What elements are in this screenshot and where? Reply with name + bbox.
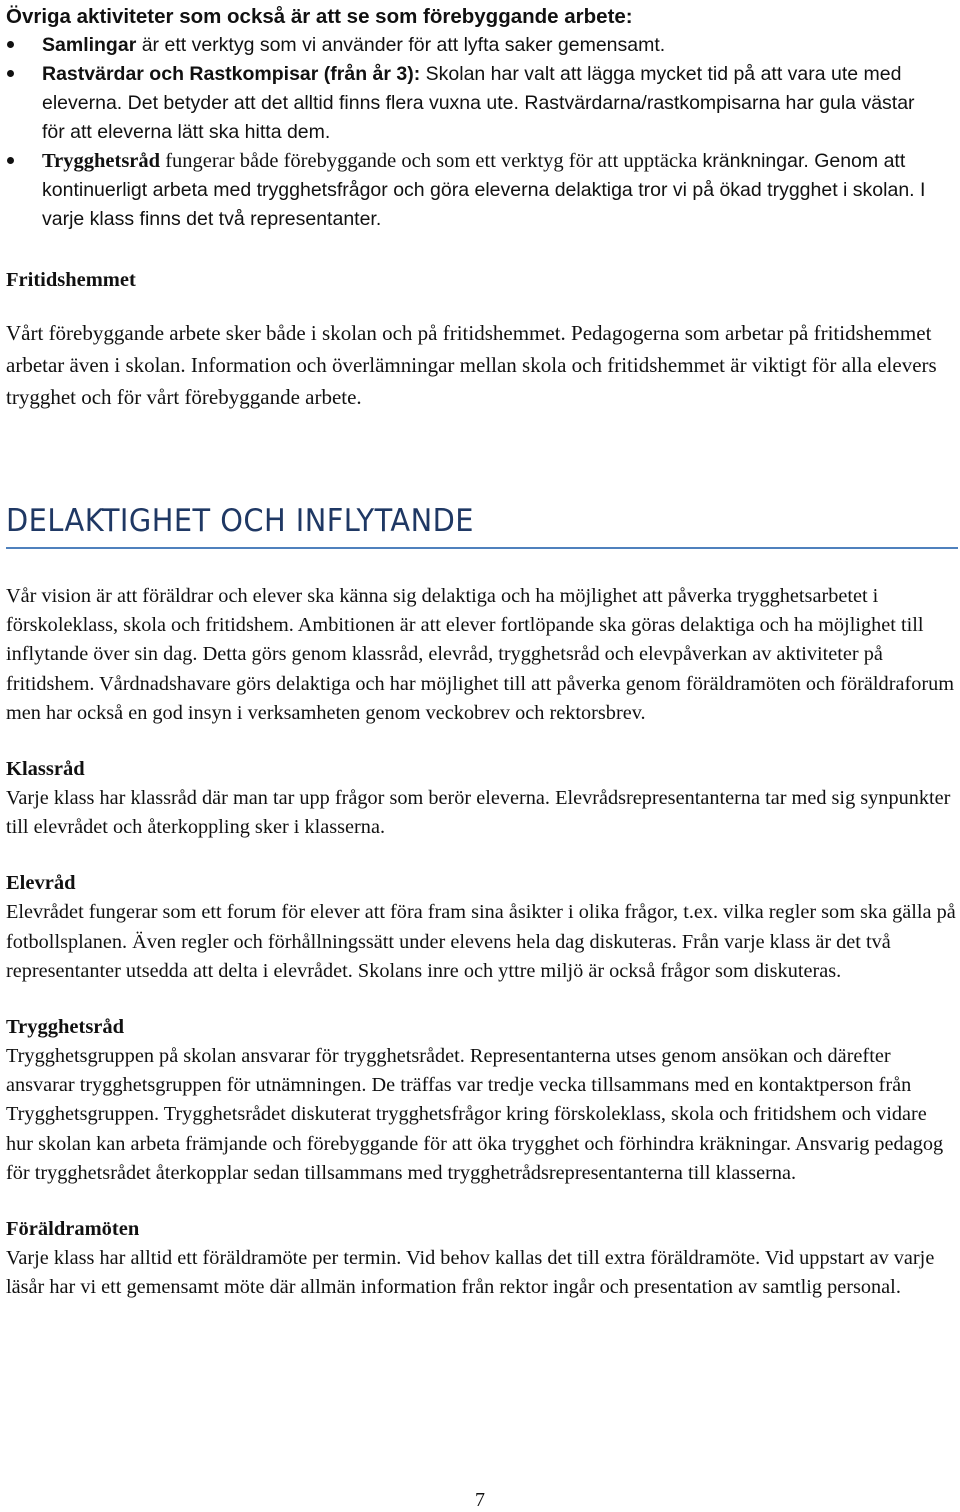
subsection-heading: Elevråd	[6, 872, 76, 895]
subsection-heading: Trygghetsråd	[6, 1016, 125, 1039]
intro-heading: Övriga aktiviteter som också är att se som förebyggande arbete:	[6, 5, 633, 28]
subsection-foraldramoten	[6, 1215, 956, 1302]
page-number: 7	[475, 1489, 485, 1511]
fritids-text-a: Vårt förebyggande arbete sker både i skolan och på fritidshemmet.	[6, 321, 566, 345]
bullet-icon	[7, 157, 14, 164]
bullet-text-sans: kränkningar.	[702, 150, 809, 172]
bullet-text: Skolan har valt att lägga mycket tid på att vara ute med eleverna. Det betyder att det alltid finns flera vuxna ute. Rastvärdarna/rastkompisarna har gula västar för att eleverna lätt ska hitta dem.	[42, 63, 915, 143]
bullet-text: fungerar både förebyggande och som ett verktyg för att upptäcka	[160, 150, 698, 172]
activity-bullet-list	[0, 31, 940, 234]
section-title: DELAKTIGHET OCH INFLYTANDE	[6, 503, 474, 539]
fritids-paragraph	[6, 317, 956, 413]
fritids-heading: Fritidshemmet	[6, 269, 136, 291]
bullet-item-samlingar	[0, 31, 940, 60]
bullet-icon	[7, 41, 14, 48]
fritids-text-b: Pedagogerna som arbetar på fritidshemmet arbetar även i skolan. Information och överlämningar mellan skola och fritidshemmet är viktigt för alla elevers trygghet och för vårt förebyggande arbete.	[6, 321, 937, 409]
section-intro-paragraph: Vår vision är att föräldrar och elever ska känna sig delaktiga och ha möjlighet att påverka trygghetsarbetet i förskoleklass, skola och fritidshem. Ambitionen är att elever fortlöpande ska göras delaktiga och ha möjlighet till inflytande över sin dag. Detta görs genom klassråd, elevråd, trygghetsråd och elevpåverkan av aktiviteter på fritidshem. Vårdnadshavare görs delaktiga och har möjlighet till att påverka genom föräldramöten och föräldraforum men har också en god insyn i verksamheten genom veckobrev och rektorsbrev.	[6, 585, 955, 724]
bullet-icon	[7, 70, 14, 77]
section-body	[6, 582, 956, 1302]
subsection-trygghetsrad	[6, 1013, 956, 1188]
fritids-section	[6, 266, 956, 413]
bullet-lead: Rastvärdar och Rastkompisar (från år 3):	[42, 63, 421, 85]
bullet-text: är ett verktyg som vi använder för att lyfta saker gemensamt.	[136, 34, 666, 56]
subsection-heading: Föräldramöten	[6, 1218, 140, 1241]
bullet-lead: Trygghetsråd	[42, 150, 161, 172]
bullet-item-trygghetsrad	[0, 147, 940, 234]
subsection-text: Trygghetsgruppen på skolan ansvarar för trygghetsrådet. Representanterna utses genom ansökan och därefter ansvarar trygghetsgruppen för utnämningen. De träffas var tredje vecka tillsammans med en kontaktperson från Trygghetsgruppen. Trygghetsrådet diskuterat trygghetsfrågor kring förskoleklass, skola och fritidshem och vidare hur skolan kan arbeta främjande och förebyggande för att öka trygghet och förhindra kräkningar. Ansvarig pedagog för trygghetsrådet återkopplar sedan tillsammans med trygghetrådsrepresentanterna till klasserna.	[6, 1045, 944, 1184]
subsection-text: Varje klass har klassråd där man tar upp frågor som berör eleverna. Elevrådsrepresentanterna tar med sig synpunkter till elevrådet och återkoppling sker i klasserna.	[6, 787, 951, 839]
subsection-heading: Klassråd	[6, 758, 85, 781]
subsection-elevrad	[6, 869, 956, 986]
subsection-klassrad	[6, 755, 956, 842]
subsection-text: Varje klass har alltid ett föräldramöte per termin. Vid behov kallas det till extra föräldramöte. Vid uppstart av varje läsår har vi ett gemensamt möte där allmän information från rektor ingår och presentation av samtlig personal.	[6, 1247, 935, 1299]
bullet-lead: Samlingar	[42, 34, 137, 56]
bullet-item-rastvardar	[0, 60, 940, 147]
section-divider	[6, 547, 958, 549]
subsection-text: Elevrådet fungerar som ett forum för elever att föra fram sina åsikter i olika frågor, t.ex. vilka regler som ska gälla på fotbollsplanen. Även regler och förhållningssätt under elevens hela dag diskuteras. Från varje klass är det två representanter utsedda att delta i elevrådet. Skolans inre och yttre miljö är också frågor som diskuteras.	[6, 901, 956, 982]
bullet-text-tail: Genom att kontinuerligt arbeta med trygghetsfrågor och göra eleverna delaktiga tror vi på ökad trygghet i skolan. I varje klass finns det två representanter.	[42, 150, 926, 230]
